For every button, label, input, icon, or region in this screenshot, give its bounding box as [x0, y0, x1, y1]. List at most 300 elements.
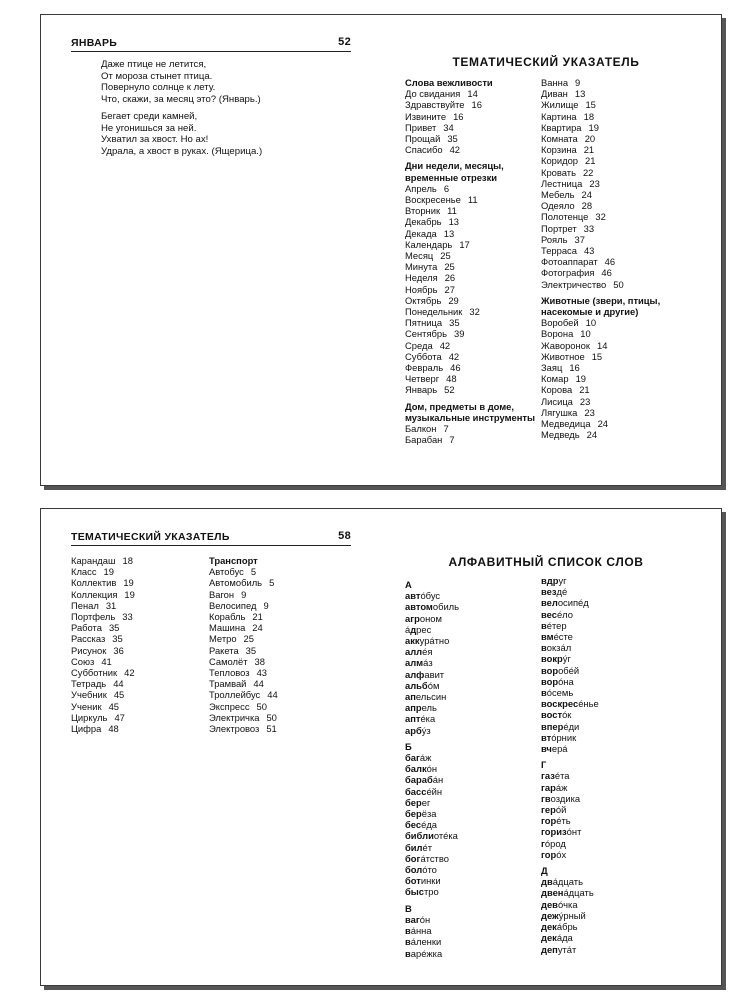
word-entry [541, 698, 691, 709]
entry-page: 23 [589, 177, 600, 189]
entry-page: 43 [256, 667, 267, 679]
word-entry [405, 830, 545, 841]
index-entry [541, 178, 691, 189]
word-entry [405, 797, 545, 808]
word-part: áнна [410, 925, 432, 937]
letter-group [541, 759, 691, 860]
word-part: окзáл [546, 642, 572, 654]
riddles-block [101, 59, 262, 163]
index-entry [541, 407, 691, 418]
index-entry [541, 200, 691, 211]
entry-page: 46 [601, 267, 612, 279]
index-group [541, 77, 691, 290]
word-entry [405, 702, 545, 713]
entry-word: Вторник [405, 205, 441, 217]
word-entry [541, 665, 691, 676]
entry-word: Животное [541, 350, 585, 362]
index-entry [71, 633, 201, 644]
word-part: инки [420, 875, 441, 887]
word-hard-part: алм [405, 657, 424, 669]
letter-heading: Б [405, 740, 412, 752]
word-part: áн [432, 774, 444, 786]
entry-word: Заяц [541, 362, 563, 374]
entry-page: 9 [575, 77, 581, 88]
word-part: тро [424, 886, 439, 898]
index-column-1 [405, 77, 555, 451]
index-entry [541, 340, 691, 351]
word-hard-part: вел [541, 597, 558, 609]
entry-page: 19 [588, 121, 599, 133]
word-part: áтство [420, 852, 449, 864]
word-hard-part: бог [405, 852, 421, 864]
word-entry [405, 613, 545, 624]
entry-word: До свидания [405, 88, 461, 100]
entry-page: 42 [439, 339, 451, 351]
index-entry [405, 228, 555, 239]
entry-page: 32 [469, 306, 480, 318]
word-part: ýз [421, 724, 431, 736]
word-entry [405, 842, 545, 853]
word-entry [405, 864, 545, 875]
word-part: оздика [550, 792, 581, 804]
entry-page: 25 [440, 250, 451, 262]
letter-group [405, 579, 545, 736]
word-part: рес [416, 623, 432, 635]
index-entry [71, 678, 201, 689]
page-left [41, 15, 381, 485]
entry-word: Корова [541, 384, 573, 396]
word-hard-part: деж [541, 909, 559, 921]
word-hard-part: апт [405, 713, 421, 725]
index-entry [405, 144, 555, 155]
entry-page: 21 [583, 144, 595, 156]
entry-word: Минута [405, 261, 438, 273]
entry-page: 42 [449, 144, 461, 156]
word-hard-part: в [541, 687, 547, 699]
word-part: éтер [546, 619, 567, 631]
index-entry [71, 712, 201, 723]
word-hard-part: альб [405, 679, 428, 691]
word-part: утáт [557, 943, 577, 955]
word-entry [405, 725, 545, 736]
entry-page: 32 [595, 211, 606, 223]
word-hard-part: дек [541, 932, 557, 944]
entry-page: 35 [108, 622, 120, 634]
letter-heading: А [405, 579, 412, 590]
entry-word: Сентябрь [405, 328, 447, 340]
word-part: óх [556, 848, 567, 860]
riddle-line: Удрала, а хвост в руках. (Ящерица.) [101, 145, 263, 157]
entry-word: Медведица [541, 418, 591, 430]
word-part: óто [422, 864, 437, 876]
index-entry [71, 701, 201, 712]
word-hard-part: вдр [541, 575, 559, 586]
word-entry [541, 770, 691, 781]
word-part: óрод [544, 837, 566, 849]
word-entry [405, 691, 545, 702]
index-entry [209, 622, 349, 633]
index-entry [209, 600, 349, 611]
index-entry [71, 600, 201, 611]
entry-word: Октябрь [405, 294, 442, 306]
riddle-line: Бегает среди камней, [101, 111, 198, 122]
index-entry [71, 589, 201, 600]
entry-page: 35 [245, 644, 257, 656]
index-entry [405, 88, 555, 99]
entry-word: Одеяло [541, 200, 575, 212]
entry-word: Апрель [405, 182, 437, 194]
index-entry [541, 279, 691, 290]
word-part: óбус [420, 590, 441, 602]
entry-page: 43 [583, 245, 595, 257]
word-hard-part: ап [405, 691, 416, 703]
index-entry [541, 155, 691, 166]
word-hard-part: бот [405, 875, 421, 887]
entry-word: Прощай [405, 133, 441, 145]
index-entry [541, 99, 691, 110]
word-hard-part: бер [405, 796, 422, 808]
spread-top [40, 14, 722, 486]
riddle-line: Ухватил за хвост. Но ах! [101, 134, 209, 145]
wordlist-column-2 [541, 575, 691, 960]
word-entry [541, 910, 691, 921]
entry-word: Неделя [405, 272, 438, 284]
word-hard-part: дек [541, 921, 557, 933]
word-entry [541, 709, 691, 720]
entry-page: 9 [263, 599, 269, 611]
entry-page: 23 [579, 395, 591, 407]
word-entry [541, 743, 691, 754]
entry-page: 52 [444, 384, 455, 396]
entry-page: 21 [585, 155, 596, 167]
word-part: ерá [551, 743, 568, 755]
index-entry [405, 373, 555, 384]
entry-page: 10 [580, 328, 591, 340]
entry-page: 19 [575, 373, 586, 385]
entry-page: 24 [581, 189, 592, 201]
word-part: ёза [421, 808, 437, 820]
entry-page: 14 [597, 339, 608, 351]
word-entry [405, 808, 545, 819]
entry-word: Цифра [71, 723, 102, 735]
entry-page: 38 [254, 655, 265, 667]
word-hard-part: быс [405, 886, 425, 898]
entry-page: 24 [597, 418, 609, 430]
riddle-line: Даже птице не летится, [101, 59, 207, 70]
word-hard-part: вор [541, 675, 559, 687]
index-entry [405, 205, 555, 216]
word-entry [405, 936, 545, 947]
entry-word: Извините [405, 110, 447, 122]
entry-word: Пятница [405, 317, 443, 329]
entry-page: 28 [581, 200, 593, 212]
index-entry [405, 423, 555, 434]
word-hard-part: вм [541, 631, 554, 643]
word-part: éка [420, 713, 436, 725]
entry-page: 31 [105, 599, 117, 611]
running-header [71, 531, 351, 546]
index-entry [405, 133, 555, 144]
entry-page: 6 [443, 182, 450, 194]
word-hard-part: библи [405, 830, 434, 842]
word-entry [405, 635, 545, 646]
word-hard-part: впер [541, 720, 564, 732]
entry-page: 16 [471, 99, 482, 111]
word-part: осипéд [557, 597, 589, 609]
word-part: урáтно [419, 635, 450, 647]
word-entry [405, 875, 545, 886]
entry-word: Рисунок [71, 644, 107, 656]
index-entry [405, 239, 555, 250]
index-entry [405, 340, 555, 351]
word-hard-part: в [405, 947, 411, 959]
word-hard-part: ваг [405, 913, 420, 925]
word-part: óн [419, 913, 431, 925]
word-part: уг [558, 575, 567, 586]
index-entry [71, 555, 201, 566]
entry-word: Рояль [541, 233, 568, 245]
entry-word: Вагон [209, 588, 235, 600]
word-entry [405, 786, 545, 797]
entry-page: 25 [243, 633, 254, 645]
word-entry [405, 657, 545, 668]
entry-page: 18 [583, 110, 595, 122]
index-entry [209, 667, 349, 678]
word-entry [541, 653, 691, 664]
index-entry [541, 362, 691, 373]
entry-page: 41 [101, 655, 112, 667]
spread-bottom [40, 508, 722, 986]
word-entry [405, 624, 545, 635]
word-hard-part: бес [405, 819, 422, 831]
entry-word: Работа [71, 622, 102, 634]
word-part: óнт [566, 826, 582, 838]
word-hard-part: балк [405, 763, 427, 775]
entry-page: 45 [108, 700, 120, 712]
index-entry [541, 245, 691, 256]
entry-word: Класс [71, 566, 97, 578]
word-hard-part: баг [405, 752, 420, 764]
entry-page: 46 [604, 256, 616, 268]
word-entry [405, 752, 545, 763]
header-title: ЯНВАРЬ [71, 37, 118, 49]
riddle [101, 59, 262, 105]
entry-page: 39 [454, 328, 465, 340]
entry-page: 33 [122, 611, 133, 623]
word-entry [541, 826, 691, 837]
entry-page: 7 [443, 423, 449, 435]
entry-page: 35 [449, 317, 460, 329]
word-part: обиль [432, 601, 460, 613]
entry-word: Тепловоз [209, 667, 250, 679]
page-right [381, 15, 721, 485]
word-part: ýг [562, 653, 571, 665]
entry-page: 18 [122, 555, 133, 566]
entry-page: 7 [449, 434, 455, 446]
index-entry [405, 328, 555, 339]
entry-page: 11 [447, 205, 457, 217]
word-part: éло [556, 608, 573, 620]
index-entry [209, 723, 349, 734]
header-title: ТЕМАТИЧЕСКИЙ УКАЗАТЕЛЬ [71, 531, 230, 543]
word-hard-part: вост [541, 709, 563, 721]
index-entry [405, 194, 555, 205]
entry-word: Электричка [209, 711, 260, 723]
entry-word: Карандаш [71, 555, 116, 566]
entry-page: 21 [252, 611, 263, 623]
word-hard-part: агр [405, 612, 420, 624]
entry-page: 5 [250, 566, 257, 578]
word-hard-part: вес [541, 608, 557, 620]
word-hard-part: гв [541, 792, 551, 804]
word-part: áж [419, 752, 432, 764]
entry-word: Союз [71, 655, 95, 667]
word-hard-part: в [405, 925, 411, 937]
entry-word: Кровать [541, 166, 576, 178]
word-entry [405, 914, 545, 925]
entry-page: 10 [585, 317, 597, 329]
word-entry [405, 763, 545, 774]
entry-word: Привет [405, 121, 437, 133]
word-hard-part: газ [541, 770, 555, 782]
entry-page: 44 [253, 678, 264, 690]
entry-page: 16 [569, 362, 580, 374]
word-entry [405, 669, 545, 680]
index-entry [71, 611, 201, 622]
entry-page: 15 [585, 99, 596, 111]
entry-page: 50 [256, 700, 267, 712]
word-part: óй [555, 804, 567, 816]
entry-word: Ноябрь [405, 283, 438, 295]
index-entry [541, 418, 691, 429]
entry-page: 13 [443, 227, 455, 239]
index-column-1 [71, 555, 201, 739]
entry-page: 26 [444, 272, 456, 284]
entry-page: 35 [447, 133, 458, 145]
index-entry [541, 328, 691, 339]
index-entry [405, 111, 555, 122]
index-entry [71, 566, 201, 577]
entry-page: 48 [108, 723, 119, 735]
word-part: ельсин [415, 691, 447, 703]
index-entry [541, 429, 691, 440]
entry-page: 5 [269, 577, 275, 589]
index-entry [541, 77, 691, 88]
index-entry [405, 183, 555, 194]
entry-word: Комната [541, 133, 578, 145]
entry-word: Электровоз [209, 723, 260, 735]
entry-page: 50 [266, 711, 277, 723]
letter-group [541, 575, 691, 754]
index-entry [541, 189, 691, 200]
index-entry [541, 122, 691, 133]
entry-page: 42 [124, 667, 135, 679]
entry-word: Ворона [541, 328, 574, 340]
word-part: óк [562, 709, 572, 721]
word-entry [541, 642, 691, 653]
letter-heading: Г [541, 759, 547, 771]
index-entry [541, 88, 691, 99]
word-hard-part: бил [405, 841, 423, 853]
word-entry [405, 853, 545, 864]
index-entry [541, 256, 691, 267]
word-hard-part: деп [541, 943, 558, 955]
word-entry [541, 575, 691, 586]
entry-page: 34 [443, 121, 454, 133]
word-hard-part: дев [541, 898, 558, 910]
entry-word: Коллекция [71, 588, 118, 600]
word-entry [405, 774, 545, 785]
entry-word: Рассказ [71, 633, 106, 645]
word-hard-part: бер [405, 808, 422, 820]
entry-page: 20 [584, 133, 596, 145]
word-part: éя [422, 646, 433, 658]
entry-word: Циркуль [71, 711, 108, 723]
entry-word: Воскресенье [405, 194, 461, 206]
index-entry [405, 295, 555, 306]
entry-word: Экспресс [209, 700, 250, 712]
group-heading: Дни недели, месяцы, временные отрезки [405, 160, 504, 183]
word-part: дé [556, 586, 568, 598]
index-entry [209, 701, 349, 712]
word-entry [541, 609, 691, 620]
index-entry [209, 633, 349, 644]
word-hard-part: вт [541, 731, 552, 743]
word-part: óсемь [546, 687, 574, 699]
wordlist-column-1 [405, 575, 545, 964]
index-entry [405, 362, 555, 373]
word-hard-part: алф [405, 668, 425, 680]
index-entry [209, 589, 349, 600]
page-title: АЛФАВИТНЫЙ СПИСОК СЛОВ [448, 555, 644, 569]
index-entry [541, 317, 691, 328]
entry-page: 29 [448, 294, 459, 306]
entry-word: Полотенце [541, 211, 589, 223]
word-entry [405, 646, 545, 657]
word-hard-part: апр [405, 702, 422, 714]
index-entry [405, 434, 555, 445]
index-entry [209, 611, 349, 622]
riddle-line: От мороза стынет птица. [101, 70, 213, 82]
word-entry [541, 793, 691, 804]
word-entry [541, 932, 691, 943]
entry-word: Диван [541, 88, 568, 100]
index-entry [405, 306, 555, 317]
entry-word: Февраль [405, 362, 444, 374]
entry-page: 44 [113, 678, 124, 690]
letter-heading: В [405, 902, 412, 914]
entry-word: Трамвай [209, 678, 247, 690]
entry-word: Портрет [541, 222, 577, 234]
entry-word: Машина [209, 622, 246, 634]
index-entry [405, 250, 555, 261]
index-entry [405, 317, 555, 328]
group-heading: Животные (звери, птицы, насекомые и другие) [541, 294, 661, 318]
entry-page: 50 [613, 278, 624, 290]
index-entry [71, 645, 201, 656]
word-part: á [405, 623, 411, 635]
index-entry [71, 723, 201, 734]
word-entry [541, 586, 691, 597]
word-entry [405, 925, 545, 936]
entry-word: Жилище [541, 99, 579, 111]
word-hard-part: басс [405, 785, 427, 797]
entry-word: Здравствуйте [405, 99, 465, 111]
entry-page: 27 [444, 283, 455, 295]
entry-page: 22 [582, 166, 594, 178]
entry-page: 14 [467, 88, 478, 100]
index-column-2 [209, 555, 349, 739]
